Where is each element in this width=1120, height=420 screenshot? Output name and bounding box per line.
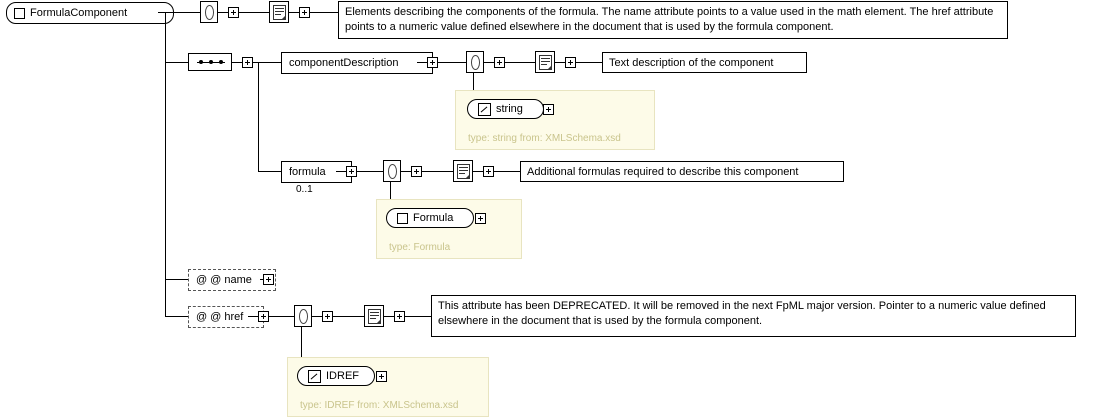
expand-plus-icon[interactable] bbox=[543, 104, 554, 115]
href-type-chip[interactable] bbox=[297, 366, 375, 386]
root-element-label: FormulaComponent bbox=[30, 7, 128, 19]
expand-plus-icon[interactable] bbox=[394, 311, 405, 322]
connector-line bbox=[576, 62, 602, 63]
expand-plus-icon[interactable] bbox=[494, 57, 505, 68]
sequence-icon[interactable] bbox=[188, 53, 232, 71]
expand-plus-icon[interactable] bbox=[346, 166, 357, 177]
attribute-name-label: @ name bbox=[210, 274, 252, 286]
formula-type-name: Formula bbox=[413, 212, 454, 224]
expand-plus-icon[interactable] bbox=[483, 166, 494, 177]
appinfo-icon[interactable] bbox=[535, 51, 555, 73]
componentDescription-type-name: string bbox=[496, 103, 523, 115]
href-type-label: type: IDREF from: XMLSchema.xsd bbox=[300, 400, 459, 411]
connector-line bbox=[405, 316, 431, 317]
connector-line bbox=[357, 171, 383, 172]
formula-type-label: type: Formula bbox=[389, 242, 451, 253]
connector-line bbox=[269, 316, 294, 317]
expand-plus-icon[interactable] bbox=[263, 274, 274, 285]
expand-plus-icon[interactable] bbox=[322, 311, 333, 322]
componentDescription-type-label: type: string from: XMLSchema.xsd bbox=[468, 133, 621, 144]
attribute-at-icon: @ bbox=[196, 310, 208, 323]
expand-plus-icon[interactable] bbox=[258, 311, 269, 322]
componentDescription-label: componentDescription bbox=[289, 57, 399, 69]
element-icon bbox=[14, 8, 25, 19]
root-element-box[interactable] bbox=[6, 2, 174, 24]
expand-plus-icon[interactable] bbox=[242, 57, 253, 68]
formula-documentation: Additional formulas required to describe this component bbox=[520, 161, 844, 182]
appinfo-icon[interactable] bbox=[269, 1, 289, 23]
expand-plus-icon[interactable] bbox=[565, 57, 576, 68]
appinfo-icon[interactable] bbox=[364, 305, 384, 327]
annotation-icon[interactable] bbox=[294, 305, 312, 327]
connector-line bbox=[258, 171, 281, 172]
expand-plus-icon[interactable] bbox=[475, 213, 486, 224]
appinfo-icon[interactable] bbox=[453, 160, 473, 182]
connector-line bbox=[422, 171, 453, 172]
connector-line bbox=[333, 316, 364, 317]
formula-label: formula bbox=[289, 166, 326, 178]
connector-line bbox=[165, 316, 188, 317]
connector-line bbox=[310, 12, 338, 13]
trunk-line bbox=[165, 12, 166, 316]
connector-line bbox=[165, 62, 188, 63]
complex-type-icon bbox=[397, 213, 408, 224]
root-documentation-text: Elements describing the components of the formula. The name attribute points to a value used in the math element. The href attribute points to a numeric value defined elsewhere in the document that is used by the formula component. bbox=[338, 1, 1008, 39]
expand-plus-icon[interactable] bbox=[427, 57, 438, 68]
annotation-icon[interactable] bbox=[383, 160, 401, 182]
annotation-icon[interactable] bbox=[466, 51, 484, 73]
href-documentation: This attribute has been DEPRECATED. It will be removed in the next FpML major version. Pointer to a numeric value defined elsewhere in the document that is used by the formula component. bbox=[431, 295, 1076, 337]
attribute-href[interactable] bbox=[188, 306, 264, 328]
connector-line bbox=[258, 62, 259, 172]
href-type-name: IDREF bbox=[326, 370, 359, 382]
annotation-icon[interactable] bbox=[200, 1, 218, 23]
attribute-href-label: @ href bbox=[210, 311, 244, 323]
simple-type-icon bbox=[308, 370, 321, 383]
expand-plus-icon[interactable] bbox=[376, 371, 387, 382]
connector-line bbox=[494, 171, 520, 172]
simple-type-icon bbox=[478, 103, 491, 116]
formula-occurrence: 0..1 bbox=[296, 184, 313, 195]
connector-line bbox=[505, 62, 535, 63]
connector-line bbox=[239, 12, 269, 13]
expand-plus-icon[interactable] bbox=[299, 7, 310, 18]
formula-type-chip[interactable] bbox=[386, 208, 474, 228]
expand-plus-icon[interactable] bbox=[228, 7, 239, 18]
root-element-node[interactable] bbox=[6, 2, 174, 24]
connector-line bbox=[165, 279, 188, 280]
attribute-at-icon: @ bbox=[196, 273, 208, 286]
element-formula[interactable] bbox=[281, 161, 352, 183]
componentDescription-documentation: Text description of the component bbox=[602, 52, 807, 73]
element-componentDescription[interactable] bbox=[281, 52, 433, 74]
componentDescription-type-chip[interactable] bbox=[467, 99, 544, 119]
connector-line bbox=[438, 62, 466, 63]
expand-plus-icon[interactable] bbox=[411, 166, 422, 177]
